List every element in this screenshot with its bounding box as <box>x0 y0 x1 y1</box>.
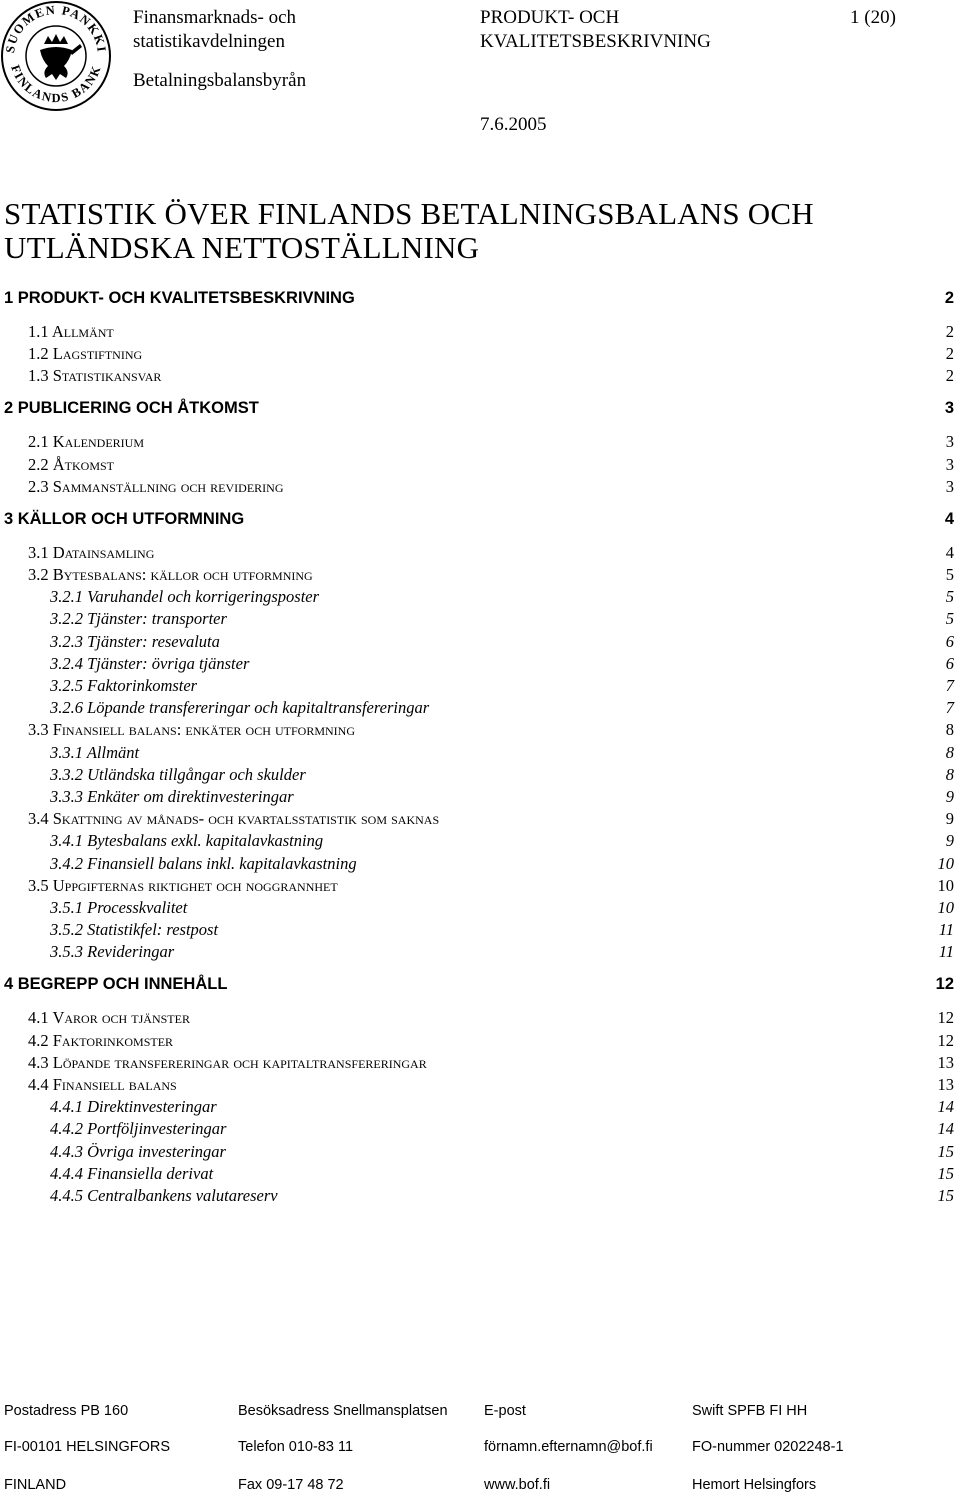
toc-entry[interactable] <box>0 787 960 809</box>
toc-entry[interactable] <box>0 1031 960 1053</box>
document-type-line-1: PRODUKT- OCH <box>480 7 620 28</box>
toc-entry-label: 3.3.2 Utländska tillgångar och skulder <box>50 764 306 784</box>
toc-entry-label: 3.2.3 Tjänster: resevaluta <box>50 631 220 651</box>
toc-entry-label: 4.3 Löpande transfereringar och kapitaltransfereringar <box>28 1052 427 1072</box>
toc-entry-page: 10 <box>937 853 954 873</box>
toc-entry[interactable] <box>0 1119 960 1141</box>
footer-column-postal <box>4 1402 170 1494</box>
toc-entry-label: 3.5.1 Processkvalitet <box>50 898 188 917</box>
toc-entry-page: 5 <box>945 565 954 584</box>
toc-entry-label: 3.2 Bytesbalans: källor och utformning <box>28 565 313 584</box>
footer-telephone: Telefon 010-83 11 <box>238 1439 354 1455</box>
toc-entry-page: 9 <box>945 809 954 829</box>
toc-entry[interactable] <box>0 676 960 698</box>
footer-column-bank <box>692 1402 844 1494</box>
document-type-line-2: KVALITETSBESKRIVNING <box>480 31 711 52</box>
toc-entry-page: 14 <box>937 1097 954 1117</box>
toc-entry-label: 4 BEGREPP OCH INNEHÅLL <box>4 975 228 994</box>
toc-entry[interactable] <box>0 1075 960 1097</box>
toc-entry[interactable] <box>0 399 960 421</box>
toc-entry-label: 2.2 Åtkomst <box>28 454 115 474</box>
toc-entry-label: 4.1 Varor och tjänster <box>28 1008 190 1028</box>
toc-entry-page: 8 <box>945 764 954 784</box>
toc-entry-page: 9 <box>945 831 954 851</box>
toc-entry-label: 4.4.1 Direktinvesteringar <box>50 1097 217 1117</box>
toc-entry[interactable] <box>0 565 960 587</box>
toc-entry-label: 3.2.4 Tjänster: övriga tjänster <box>50 653 250 673</box>
toc-entry-label: 3 KÄLLOR OCH UTFORMNING <box>4 509 245 528</box>
toc-entry-page: 8 <box>945 742 954 762</box>
footer-country: FINLAND <box>4 1477 67 1493</box>
title-line-2: UTLÄNDSKA NETTOSTÄLLNING <box>4 230 480 265</box>
toc-entry-page: 11 <box>938 942 954 962</box>
department-name <box>133 6 296 54</box>
toc-entry-page: 11 <box>938 920 954 940</box>
toc-entry-page: 3 <box>945 454 954 474</box>
unit-name: Betalningsbalansbyrån <box>133 70 307 91</box>
toc-entry-page: 3 <box>945 476 954 496</box>
toc-entry[interactable] <box>0 831 960 853</box>
toc-entry-page: 2 <box>945 322 954 341</box>
toc-entry-label: 3.3 Finansiell balans: enkäter och utformning <box>28 720 356 740</box>
toc-entry-label: 4.4 Finansiell balans <box>28 1075 177 1094</box>
document-title <box>4 197 814 265</box>
toc-entry-page: 4 <box>945 542 954 562</box>
toc-entry-label: 2 PUBLICERING OCH ÅTKOMST <box>4 399 259 418</box>
toc-entry-page: 13 <box>937 1052 954 1072</box>
footer-postal-address: Postadress PB 160 <box>4 1403 129 1419</box>
toc-entry[interactable] <box>0 1186 960 1208</box>
footer-swift: Swift SPFB FI HH <box>692 1403 808 1419</box>
toc-entry-label: 1.1 Allmänt <box>28 322 114 341</box>
toc-entry-label: 3.4.1 Bytesbalans exkl. kapitalavkastning <box>50 831 324 851</box>
toc-entry[interactable] <box>0 743 960 765</box>
toc-entry-label: 3.2.1 Varuhandel och korrigeringsposter <box>50 587 320 607</box>
toc-entry-page: 6 <box>945 631 954 651</box>
toc-entry-label: 3.4.2 Finansiell balans inkl. kapitalavkastning <box>50 853 357 873</box>
toc-entry[interactable] <box>0 1008 960 1030</box>
toc-entry-label: 3.3.3 Enkäter om direktinvesteringar <box>50 787 294 806</box>
toc-entry-page: 15 <box>937 1163 954 1183</box>
svg-text:FINLANDS BANK: FINLANDS BANK <box>8 62 104 106</box>
document-date: 7.6.2005 <box>480 114 547 135</box>
toc-entry[interactable] <box>0 322 960 344</box>
toc-entry-label: 3.5 Uppgifternas riktighet och noggrannhet <box>28 875 338 895</box>
toc-entry-label: 3.2.2 Tjänster: transporter <box>50 609 227 629</box>
toc-entry-label: 4.4.5 Centralbankens valutareserv <box>50 1186 278 1205</box>
toc-entry[interactable] <box>0 289 960 311</box>
toc-entry-label: 4.4.2 Portföljinvesteringar <box>50 1119 227 1139</box>
footer-visiting-address: Besöksadress Snellmansplatsen <box>238 1403 448 1419</box>
toc-entry[interactable] <box>0 809 960 831</box>
toc-entry-page: 7 <box>945 698 954 718</box>
toc-entry-page: 2 <box>945 344 954 364</box>
toc-entry[interactable] <box>0 1142 960 1164</box>
toc-entry[interactable] <box>0 854 960 876</box>
toc-entry[interactable] <box>0 366 960 388</box>
title-line-1: STATISTIK ÖVER FINLANDS BETALNINGSBALANS OCH <box>4 196 814 231</box>
toc-entry[interactable] <box>0 942 960 964</box>
toc-entry[interactable] <box>0 455 960 477</box>
toc-entry[interactable] <box>0 898 960 920</box>
toc-entry-label: 3.5.2 Statistikfel: restpost <box>50 920 219 940</box>
toc-entry-page: 7 <box>945 676 954 695</box>
toc-entry[interactable] <box>0 1053 960 1075</box>
page-number: 1 (20) <box>850 7 896 28</box>
toc-entry-page: 15 <box>937 1141 954 1161</box>
footer-email-address: förnamn.efternamn@bof.fi <box>484 1439 653 1455</box>
department-line-2: statistikavdelningen <box>133 31 285 52</box>
toc-entry[interactable] <box>0 698 960 720</box>
toc-entry-label: 3.1 Datainsamling <box>28 542 155 562</box>
toc-entry[interactable] <box>0 876 960 898</box>
footer-fax: Fax 09-17 48 72 <box>238 1477 344 1493</box>
toc-entry[interactable] <box>0 1164 960 1186</box>
toc-entry[interactable] <box>0 920 960 942</box>
toc-entry-page: 6 <box>945 653 954 673</box>
document-type <box>480 6 711 54</box>
toc-entry[interactable] <box>0 432 960 454</box>
toc-entry[interactable] <box>0 654 960 676</box>
toc-entry-page: 9 <box>945 787 954 806</box>
toc-entry-label: 2.3 Sammanställning och revidering <box>28 476 284 496</box>
toc-entry-page: 5 <box>945 587 954 607</box>
toc-entry-label: 4.4.4 Finansiella derivat <box>50 1163 214 1183</box>
toc-entry[interactable] <box>0 1097 960 1119</box>
svg-text:SUOMEN PANKKI: SUOMEN PANKKI <box>3 2 109 54</box>
toc-entry-page: 12 <box>937 1008 954 1028</box>
toc-entry-label: 3.4 Skattning av månads- och kvartalsstatistik som saknas <box>28 809 440 829</box>
toc-entry-label: 3.3.1 Allmänt <box>50 742 140 762</box>
footer-column-email <box>484 1402 653 1494</box>
footer-column-visit <box>238 1402 448 1494</box>
toc-entry-label: 4.2 Faktorinkomster <box>28 1030 174 1050</box>
toc-entry-page: 12 <box>937 1030 954 1050</box>
toc-entry-page: 2 <box>944 289 954 307</box>
bank-seal-logo <box>0 0 112 112</box>
toc-entry[interactable] <box>0 632 960 654</box>
toc-entry-label: 4.4.3 Övriga investeringar <box>50 1141 226 1161</box>
department-line-1: Finansmarknads- och <box>133 7 297 28</box>
toc-entry-page: 4 <box>944 509 954 528</box>
footer-website: www.bof.fi <box>484 1477 551 1493</box>
toc-entry-label: 3.5.3 Revideringar <box>50 942 175 962</box>
toc-entry-label: 1.2 Lagstiftning <box>28 344 143 364</box>
toc-entry[interactable] <box>0 609 960 631</box>
toc-entry-page: 8 <box>945 720 954 740</box>
toc-entry-page: 2 <box>945 366 954 386</box>
toc-entry[interactable] <box>0 543 960 565</box>
toc-entry-label: 2.1 Kalenderium <box>28 432 144 452</box>
toc-entry[interactable] <box>0 765 960 787</box>
toc-entry-page: 13 <box>937 1075 954 1094</box>
toc-entry-label: 1.3 Statistikansvar <box>28 366 162 386</box>
toc-entry[interactable] <box>0 344 960 366</box>
footer-domicile: Hemort Helsingfors <box>692 1477 817 1493</box>
toc-entry[interactable] <box>0 587 960 609</box>
toc-entry-label: 1 PRODUKT- OCH KVALITETSBESKRIVNING <box>4 289 355 307</box>
footer-postal-code: FI-00101 HELSINGFORS <box>4 1439 170 1455</box>
toc-entry-page: 14 <box>937 1119 954 1139</box>
toc-entry-page: 3 <box>944 399 954 418</box>
toc-entry[interactable] <box>0 510 960 532</box>
toc-entry-page: 5 <box>945 609 954 629</box>
toc-entry-page: 12 <box>935 975 954 994</box>
footer-business-id: FO-nummer 0202248-1 <box>692 1439 844 1455</box>
toc-entry[interactable] <box>0 477 960 499</box>
footer-email-label: E-post <box>484 1403 526 1419</box>
toc-entry[interactable] <box>0 975 960 997</box>
toc-entry-label: 3.2.6 Löpande transfereringar och kapitaltransfereringar <box>50 698 430 718</box>
toc-entry-page: 15 <box>937 1186 954 1205</box>
toc-entry-page: 10 <box>937 898 954 917</box>
toc-entry-page: 10 <box>937 875 954 895</box>
toc-entry-label: 3.2.5 Faktorinkomster <box>50 676 198 695</box>
toc-entry-page: 3 <box>945 432 954 452</box>
toc-entry[interactable] <box>0 720 960 742</box>
